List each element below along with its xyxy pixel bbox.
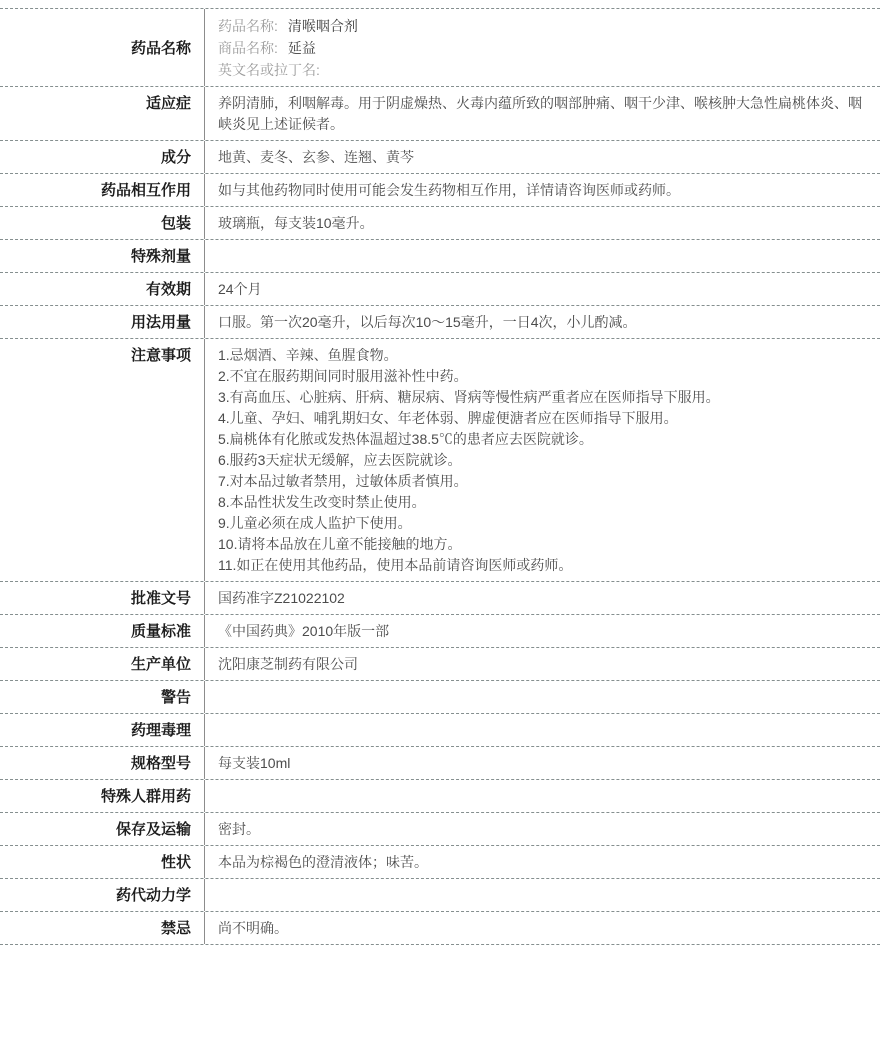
row-specification (0, 747, 880, 780)
row-precautions (0, 339, 880, 582)
row-value: 沈阳康芝制药有限公司 (218, 656, 358, 672)
row-label: 保存及运输 (0, 813, 205, 845)
row-special-population (0, 780, 880, 813)
row-dosage-usage (0, 306, 880, 339)
row-value: 养阴清肺，利咽解毒。用于阴虚燥热、火毒内蕴所致的咽部肿痛、咽干少津、喉核肿大急性扁桃体炎、咽峡炎见上述证候者。 (218, 95, 862, 132)
precaution-item: 10.请将本品放在儿童不能接触的地方。 (218, 536, 462, 552)
precaution-item: 4.儿童、孕妇、哺乳期妇女、年老体弱、脾虚便溏者应在医师指导下服用。 (218, 410, 678, 426)
row-drug-interactions (0, 174, 880, 207)
precaution-item: 8.本品性状发生改变时禁止使用。 (218, 494, 426, 510)
field-label: 药品名称: (218, 18, 278, 34)
drug-info-table (0, 8, 880, 945)
row-pharmacology-toxicology (0, 714, 880, 747)
row-shelf-life (0, 273, 880, 306)
field-value: 延益 (287, 40, 316, 56)
row-value: 本品为棕褐色的澄清液体；味苦。 (218, 854, 428, 870)
row-value: 口服。第一次20毫升，以后每次10～15毫升，一日4次，小儿酌减。 (218, 314, 637, 330)
row-value (205, 9, 880, 86)
row-description (0, 846, 880, 879)
row-label: 用法用量 (0, 306, 205, 338)
row-packaging (0, 207, 880, 240)
drug-name-field (218, 15, 870, 37)
row-warning (0, 681, 880, 714)
row-drug-name (0, 9, 880, 87)
row-label: 禁忌 (0, 912, 205, 944)
field-value: 清喉咽合剂 (287, 18, 358, 34)
row-label: 成分 (0, 141, 205, 173)
precaution-item: 6.服药3天症状无缓解，应去医院就诊。 (218, 452, 462, 468)
row-value: 《中国药典》2010年版一部 (218, 623, 390, 639)
row-label: 质量标准 (0, 615, 205, 647)
row-value: 密封。 (218, 821, 260, 837)
field-label: 英文名或拉丁名: (218, 62, 320, 78)
trade-name-field (218, 37, 870, 59)
row-label: 注意事项 (0, 339, 205, 581)
row-value (205, 780, 880, 812)
row-value: 地黄、麦冬、玄参、连翘、黄芩 (218, 149, 414, 165)
row-label: 警告 (0, 681, 205, 713)
row-value: 每支装10ml (218, 755, 291, 771)
precaution-item: 3.有高血压、心脏病、肝病、糖尿病、肾病等慢性病严重者应在医师指导下服用。 (218, 389, 720, 405)
row-value: 如与其他药物同时使用可能会发生药物相互作用，详情请咨询医师或药师。 (218, 182, 680, 198)
row-pharmacokinetics (0, 879, 880, 912)
precaution-item: 11.如正在使用其他药品，使用本品前请咨询医师或药师。 (218, 557, 573, 573)
row-label: 批准文号 (0, 582, 205, 614)
row-label: 药代动力学 (0, 879, 205, 911)
english-name-field (218, 59, 870, 81)
row-label: 特殊人群用药 (0, 780, 205, 812)
row-label: 药品相互作用 (0, 174, 205, 206)
row-ingredients (0, 141, 880, 174)
row-label: 规格型号 (0, 747, 205, 779)
row-storage-transport (0, 813, 880, 846)
row-label: 有效期 (0, 273, 205, 305)
precaution-item: 2.不宜在服药期间同时服用滋补性中药。 (218, 368, 468, 384)
row-label: 生产单位 (0, 648, 205, 680)
row-manufacturer (0, 648, 880, 681)
row-approval-number (0, 582, 880, 615)
row-label: 适应症 (0, 87, 205, 140)
precaution-item: 1.忌烟酒、辛辣、鱼腥食物。 (218, 347, 398, 363)
row-value: 国药准字Z21022102 (218, 590, 345, 606)
field-label: 商品名称: (218, 40, 278, 56)
row-value: 24个月 (218, 281, 262, 297)
row-value (205, 879, 880, 911)
row-value (205, 681, 880, 713)
row-label: 包装 (0, 207, 205, 239)
precaution-item: 7.对本品过敏者禁用，过敏体质者慎用。 (218, 473, 468, 489)
row-special-dosage (0, 240, 880, 273)
row-label: 药理毒理 (0, 714, 205, 746)
precaution-item: 5.扁桃体有化脓或发热体温超过38.5℃的患者应去医院就诊。 (218, 431, 593, 447)
row-value (205, 240, 880, 272)
row-value (205, 339, 880, 581)
row-value: 尚不明确。 (218, 920, 288, 936)
row-indications (0, 87, 880, 141)
row-value (205, 714, 880, 746)
row-label: 性状 (0, 846, 205, 878)
row-quality-standard (0, 615, 880, 648)
row-value: 玻璃瓶，每支装10毫升。 (218, 215, 374, 231)
row-label: 特殊剂量 (0, 240, 205, 272)
row-contraindications (0, 912, 880, 945)
precaution-item: 9.儿童必须在成人监护下使用。 (218, 515, 412, 531)
row-label: 药品名称 (0, 9, 205, 86)
